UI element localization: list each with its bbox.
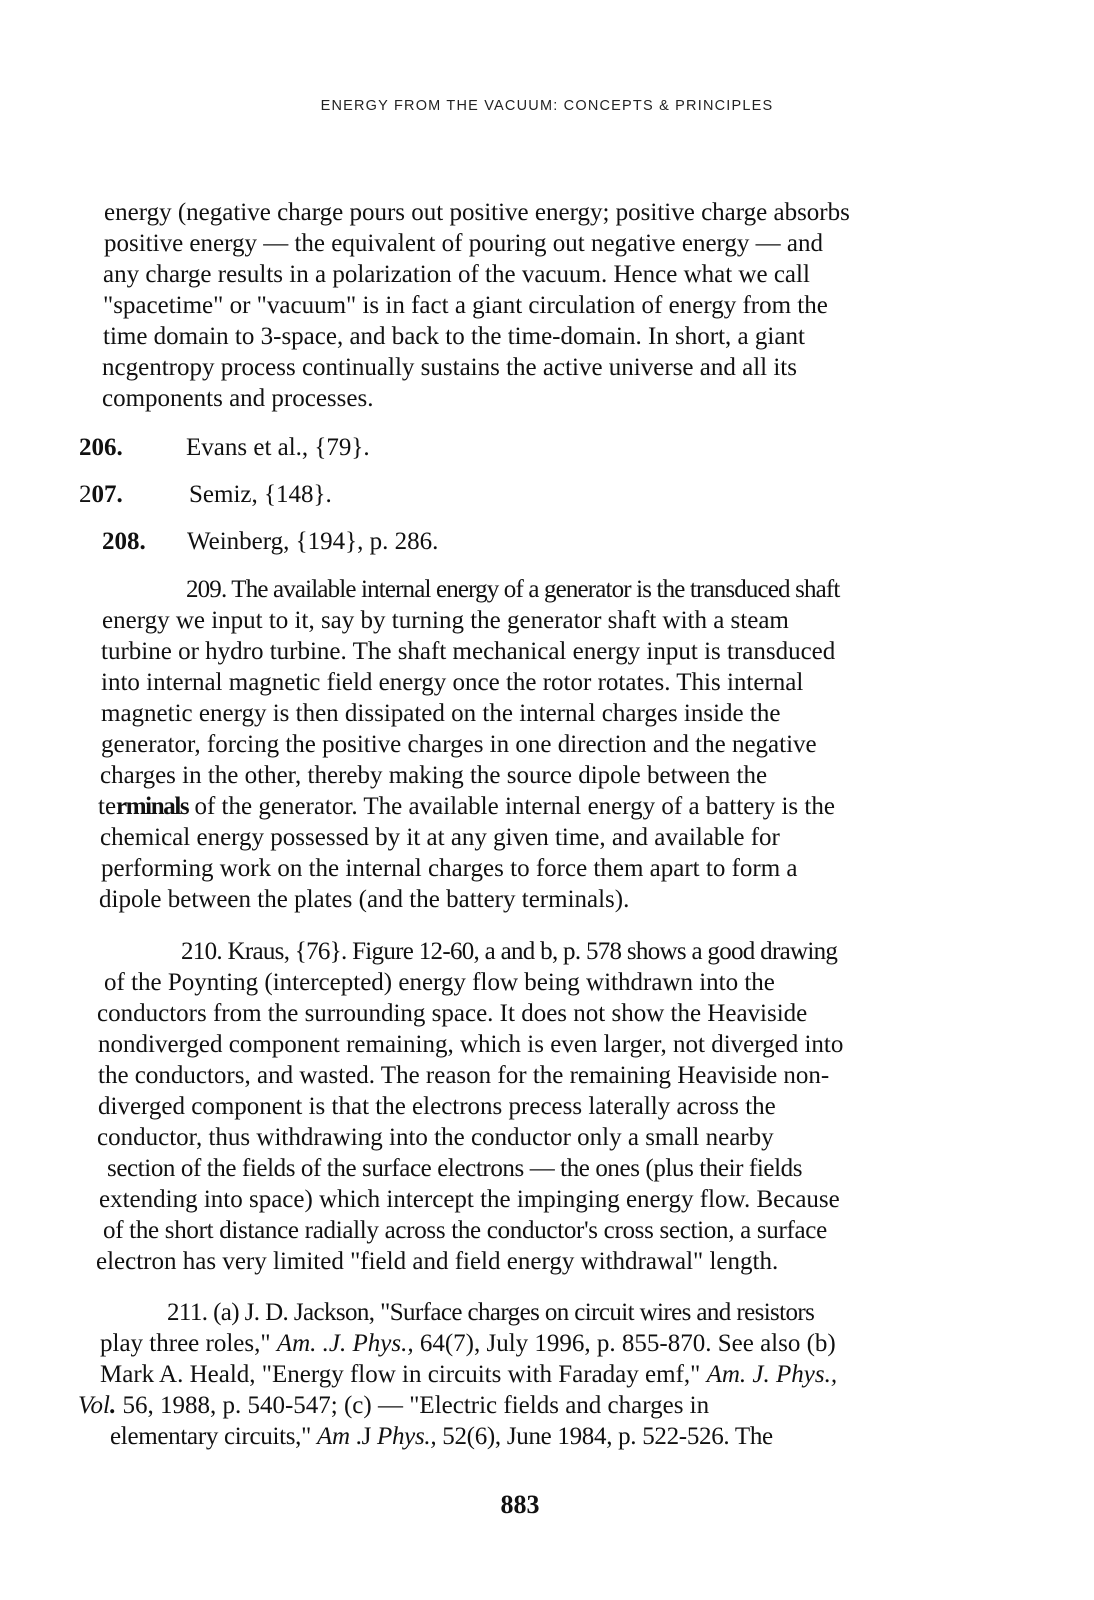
note-211-line: 211. (a) J. D. Jackson, "Surface charges on circuit wires and resistors — [167, 1299, 815, 1326]
note-210-line: of the short distance radially across the conductor's cross section, a surface — [103, 1217, 827, 1244]
journal-name: Am. J. Phys., — [706, 1361, 838, 1388]
continuation-line: "spacetime" or "vacuum" is in fact a giant circulation of energy from the — [103, 292, 828, 319]
note-210-line: conductor, thus withdrawing into the conductor only a small nearby — [97, 1124, 774, 1151]
note-number — [79, 480, 123, 510]
note-number: 206. — [79, 434, 123, 461]
note-209-line: performing work on the internal charges to force them apart to form a — [101, 855, 798, 882]
citation-text: 52(6), June 1984, p. 522-526. The — [436, 1423, 773, 1450]
note-text: Semiz, {148}. — [189, 481, 332, 508]
continuation-line: positive energy — the equivalent of pouring out negative energy — and — [104, 230, 824, 257]
note-209-line: charges in the other, thereby making the source dipole between the — [100, 762, 768, 789]
note-209-line: turbine or hydro turbine. The shaft mechanical energy input is transduced — [101, 638, 836, 665]
continuation-line: any charge results in a polarization of the vacuum. Hence what we call — [103, 261, 810, 288]
continuation-line: energy (negative charge pours out positive energy; positive charge absorbs — [104, 199, 850, 226]
note-209-line: chemical energy possessed by it at any given time, and available for — [100, 824, 780, 851]
note-211-line — [100, 1329, 836, 1359]
citation-text: 56, 1988, p. 540-547; (c) — "Electric fields and charges in — [116, 1392, 710, 1419]
note-211-line — [78, 1391, 709, 1421]
note-number: 208. — [102, 528, 146, 555]
note-210-line: extending into space) which intercept the impinging energy flow. Because — [99, 1186, 840, 1213]
note-210-line: 210. Kraus, {76}. Figure 12-60, a and b, p. 578 shows a good drawing — [181, 938, 838, 965]
terminals-rest: of the generator. The available internal energy of a battery is the — [188, 793, 835, 820]
page-number: 883 — [500, 1490, 540, 1519]
note-209-line: into internal magnetic field energy once the rotor rotates. This internal — [101, 669, 804, 696]
note-209-line: energy we input to it, say by turning the generator shaft with a steam — [102, 607, 789, 634]
note-210-line: nondiverged component remaining, which is even larger, not diverged into — [98, 1031, 844, 1058]
note-number-bold: 07. — [91, 481, 123, 508]
note-210-line: conductors from the surrounding space. It does not show the Heaviside — [97, 1000, 808, 1027]
citation-text: play three roles," — [100, 1330, 277, 1357]
volume-label-dot: . — [109, 1392, 117, 1419]
terminals-bold: rminals — [116, 793, 189, 820]
note-209-line: magnetic energy is then dissipated on the internal charges inside the — [101, 700, 781, 727]
citation-text: .J — [349, 1423, 378, 1450]
note-text: Evans et al., {79}. — [186, 434, 370, 461]
citation-text: Mark A. Heald, "Energy flow in circuits with Faraday emf," — [100, 1361, 707, 1388]
note-211-line — [110, 1422, 773, 1452]
journal-name: Phys., — [377, 1423, 437, 1450]
note-210-line: diverged component is that the electrons precess laterally across the — [98, 1093, 776, 1120]
note-210-line: the conductors, and wasted. The reason for the remaining Heaviside non- — [98, 1062, 830, 1089]
journal-name: Am. .J. Phys., — [276, 1330, 414, 1357]
note-209-line — [98, 792, 835, 822]
continuation-line: ncgentropy process continually sustains the active universe and all its — [102, 354, 797, 381]
note-210-line: of the Poynting (intercepted) energy flow being withdrawn into the — [104, 969, 775, 996]
note-number-prefix: 2 — [79, 481, 92, 508]
terminals-prefix: te — [98, 793, 117, 820]
note-210-line: electron has very limited "field and field energy withdrawal" length. — [96, 1248, 779, 1275]
note-209-line: dipole between the plates (and the battery terminals). — [99, 886, 630, 913]
note-211-line — [100, 1360, 837, 1390]
continuation-line: time domain to 3-space, and back to the time-domain. In short, a giant — [103, 323, 805, 350]
continuation-line: components and processes. — [102, 385, 374, 412]
note-209-line: generator, forcing the positive charges in one direction and the negative — [101, 731, 817, 758]
volume-label: Vol — [78, 1392, 110, 1419]
note-210-line: section of the fields of the surface electrons — the ones (plus their fields — [107, 1155, 803, 1182]
citation-text: 64(7), July 1996, p. 855-870. See also (b) — [413, 1330, 836, 1357]
running-head: ENERGY FROM THE VACUUM: CONCEPTS & PRINCIPLES — [320, 98, 774, 114]
journal-name: Am — [317, 1423, 350, 1450]
note-text: Weinberg, {194}, p. 286. — [187, 528, 439, 555]
citation-text: elementary circuits," — [110, 1423, 317, 1450]
note-209-line: 209. The available internal energy of a generator is the transduced shaft — [186, 576, 840, 603]
